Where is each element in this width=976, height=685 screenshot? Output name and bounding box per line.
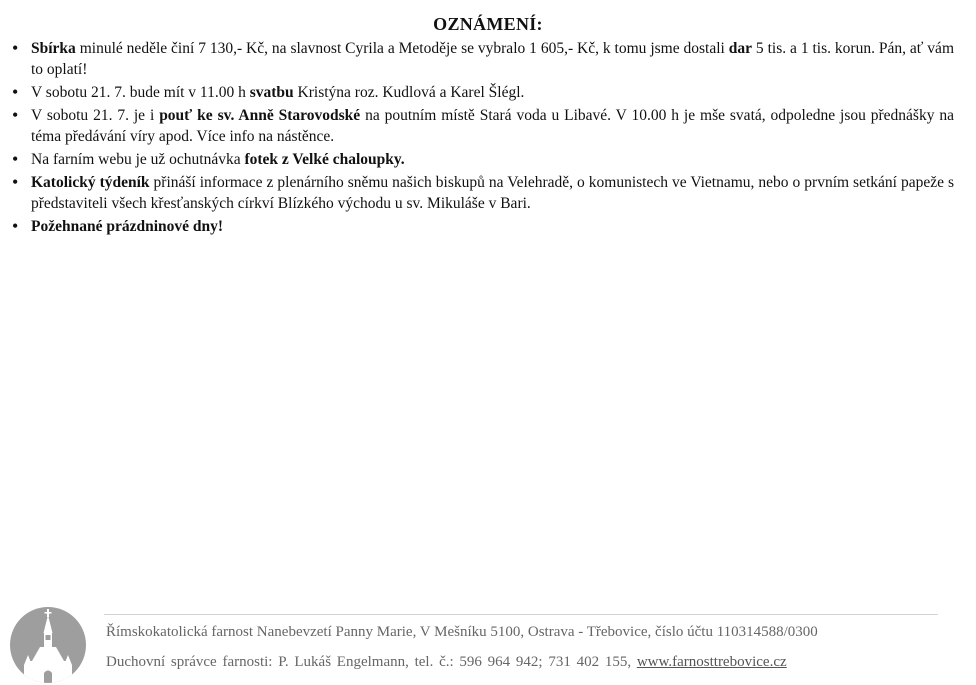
item-highlight: dar <box>728 40 753 57</box>
list-item <box>10 105 954 147</box>
list-item <box>10 216 954 237</box>
item-text: Kristýna roz. Kudlová a Karel Šlégl. <box>293 84 525 101</box>
item-highlight: fotek z Velké chaloupky. <box>244 151 405 168</box>
list-item <box>10 172 954 214</box>
item-text: minulé neděle činí 7 130,- Kč, na slavnost Cyrila a Metoděje se vybralo 1 605,- Kč, k tomu jsme dostali <box>75 40 729 57</box>
item-text: V sobotu 21. 7. bude mít v 11.00 h <box>31 84 250 101</box>
list-item <box>10 38 954 80</box>
item-highlight: Sbírka <box>31 40 76 57</box>
website-link[interactable]: www.farnosttrebovice.cz <box>636 654 787 670</box>
item-text: na poutním místě Stará voda u Libavé. V 10.00 h je mše svatá, odpoledne jsou přednášky na téma předávání víry apod. Více info na nástěnce. <box>31 107 954 145</box>
list-item <box>10 82 954 103</box>
item-highlight: Katolický týdeník <box>31 174 150 191</box>
parish-info: Římskokatolická farnost Nanebevzetí Panny Marie, V Mešníku 5100, Ostrava - Třebovice, číslo účtu 110314588/0300 <box>106 624 818 640</box>
item-text: Na farním webu je už ochutnávka <box>31 151 245 168</box>
contact-info <box>106 654 936 671</box>
item-text: přináší informace z plenárního sněmu našich biskupů na Velehradě, o komunistech ve Vietnamu, nebo o prvním setkání papeže s představiteli všech křesťanských církví Blízkého východu u sv. Mikuláše v Bari. <box>31 174 955 212</box>
contact-text: Duchovní správce farnosti: P. Lukáš Engelmann, tel. č.: 596 964 942; 731 402 155, <box>106 654 637 670</box>
church-logo-icon <box>10 605 90 685</box>
item-highlight: pouť ke sv. Anně Starovodské <box>159 107 361 124</box>
item-highlight: Požehnané prázdninové dny! <box>31 218 224 235</box>
list-item <box>10 149 954 170</box>
footer-divider <box>104 614 938 615</box>
page-title: OZNÁMENÍ: <box>433 14 543 34</box>
item-text: 5 tis. a 1 tis. korun. Pán, ať vám to oplatí! <box>31 40 954 78</box>
announcement-list <box>10 38 954 239</box>
item-highlight: svatbu <box>249 84 294 101</box>
item-text: V sobotu 21. 7. je i <box>31 107 160 124</box>
